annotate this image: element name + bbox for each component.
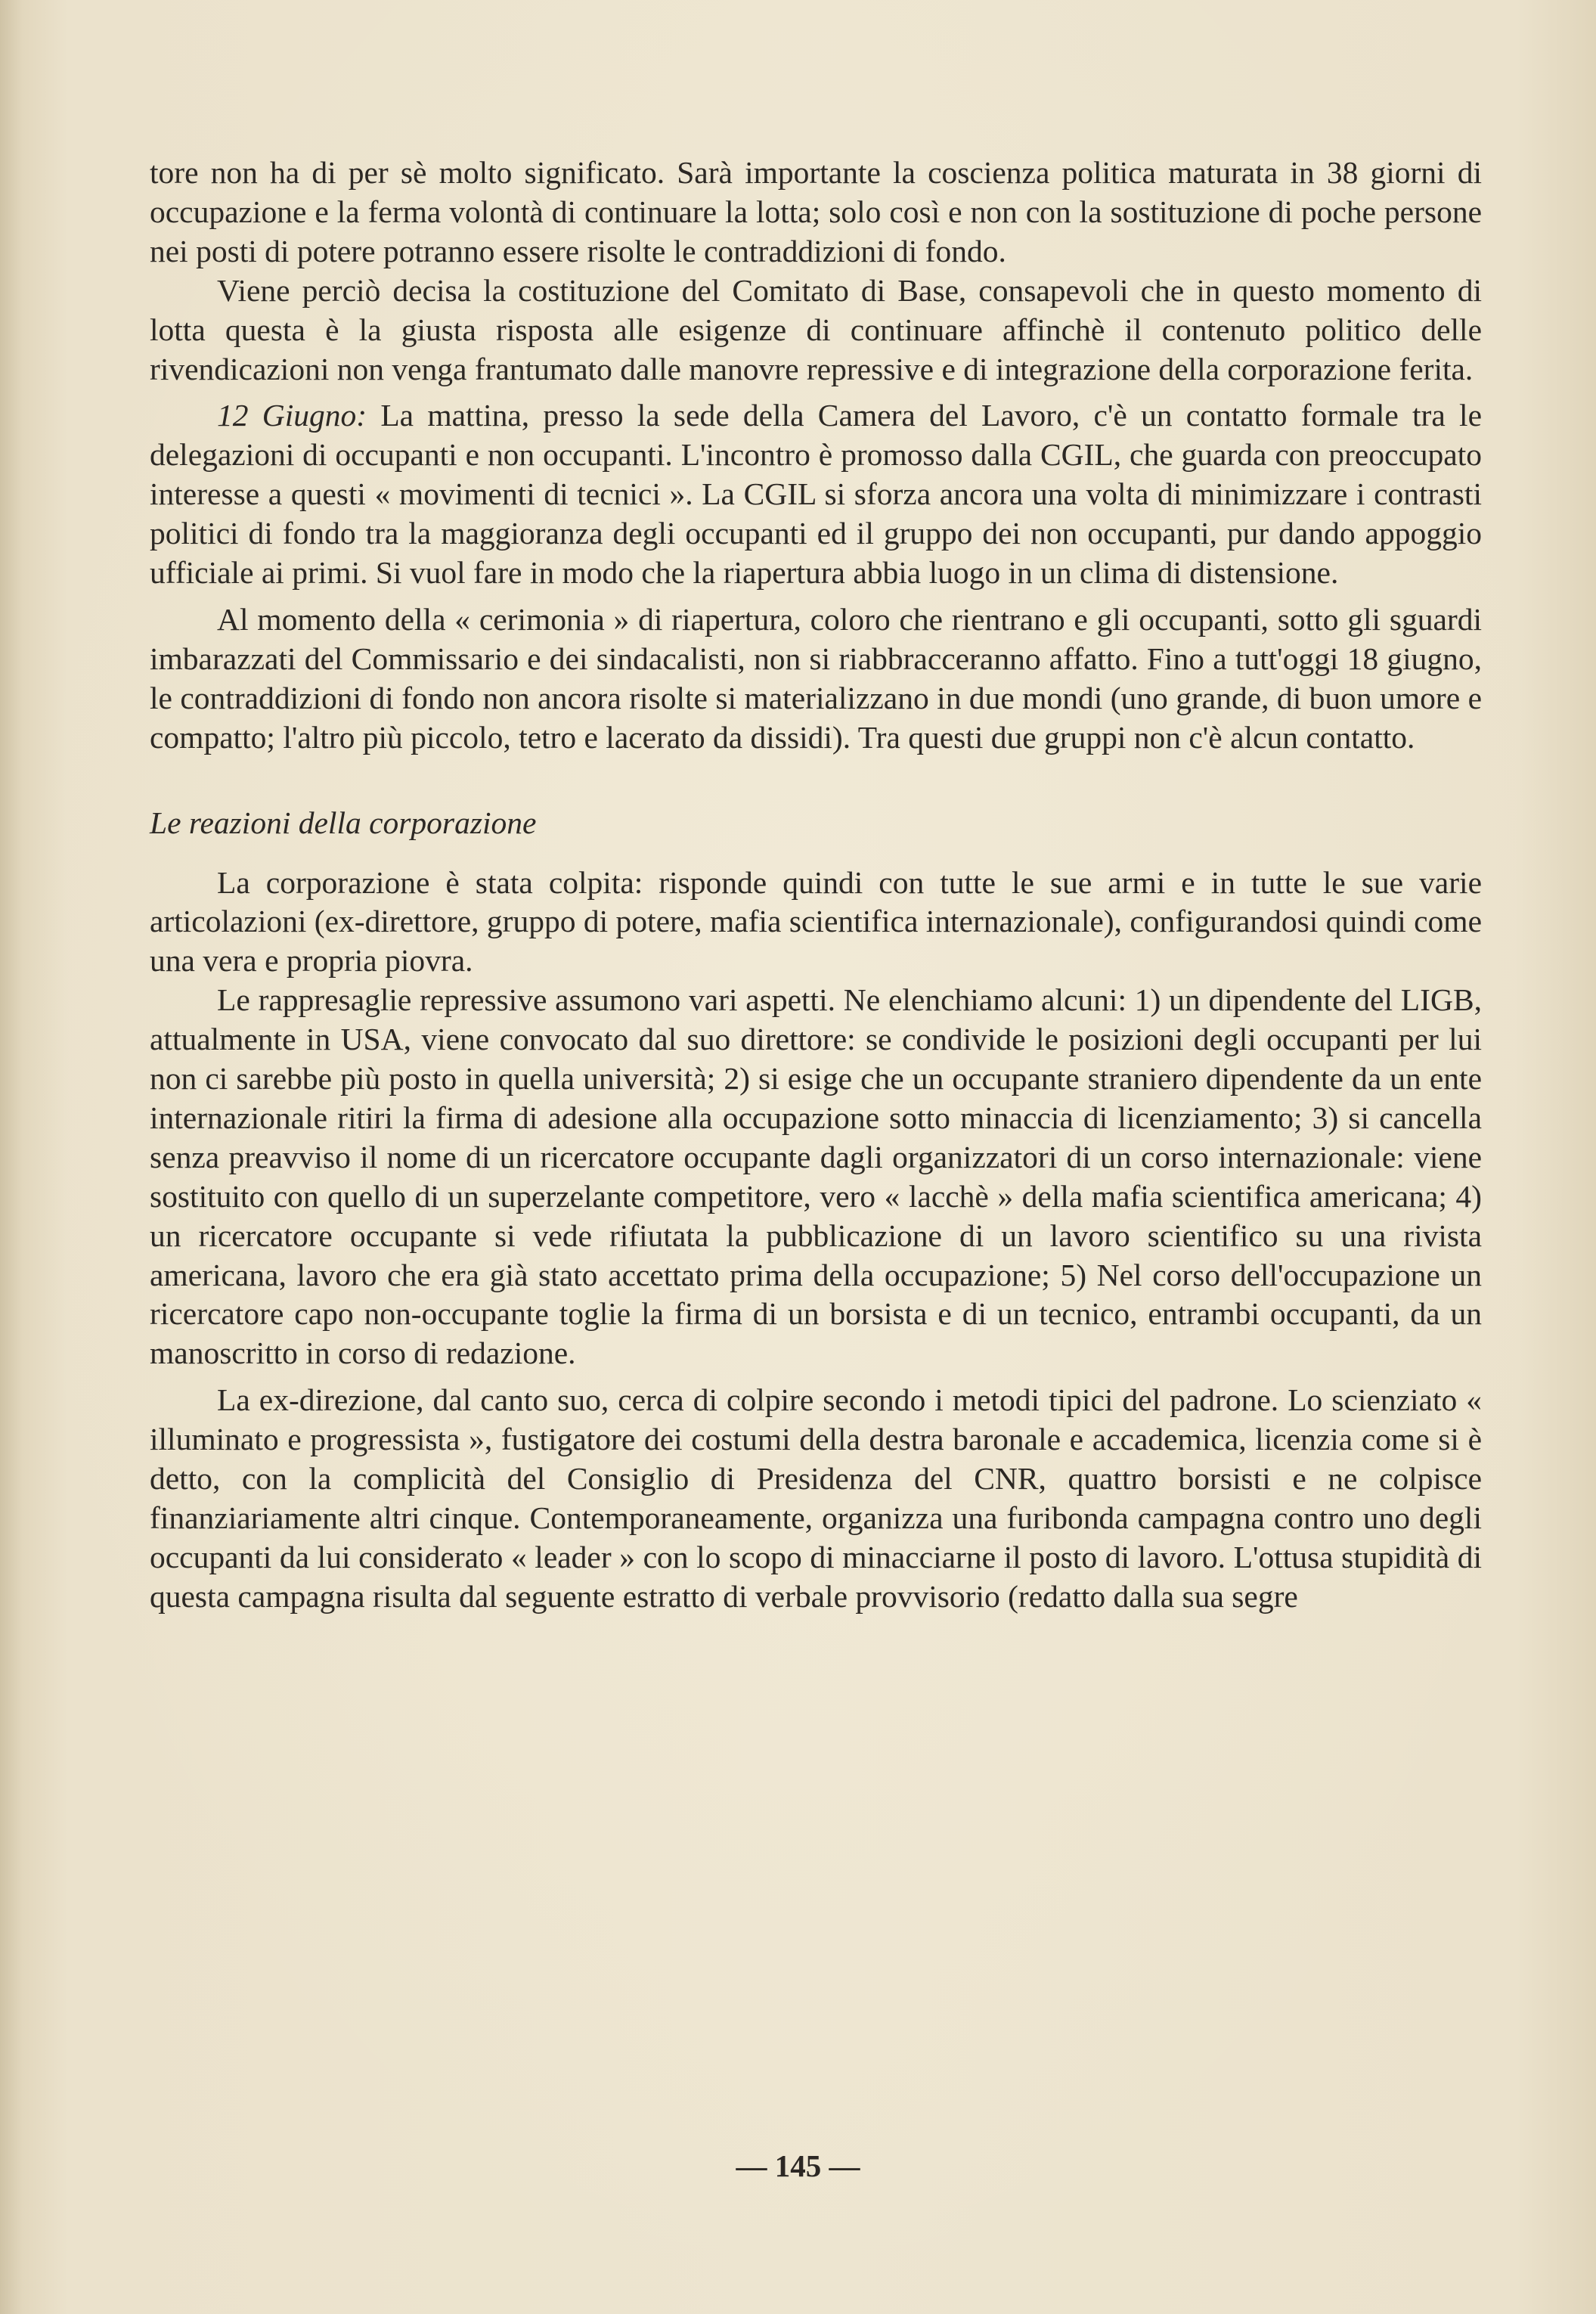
section-paragraph-1: La corporazione è stata colpita: risponde quindi con tutte le sue armi e in tutte le sue varie articolazioni (ex-direttore, gruppo di potere, mafia scientifica internazionale), configurandosi quindi come una vera e propria piovra. — [150, 864, 1482, 979]
date-label: 12 Giugno: — [217, 398, 367, 433]
section-paragraph-3: La ex-direzione, dal canto suo, cerca di colpire secondo i metodi tipici del padrone. Lo scienziato « illuminato e progressista », fustigatore dei costumi della destra baronale e accademica, licenzia come si è detto, con la complicità del Consiglio di Presidenza del CNR, quattro borsisti e ne colpisce finanziariamente altri cinque. Contemporaneamente, organizza una furibonda campagna contro uno degli occupanti da lui considerato « leader » con lo scopo di minacciarne il posto di lavoro. L'ottusa stupidità di questa campagna risulta dal seguente estratto di verbale provvisorio (redatto dalla sua segre — [150, 1382, 1482, 1614]
body-text — [150, 154, 1482, 1617]
section-paragraph-2: Le rappresaglie repressive assumono vari aspetti. Ne elenchiamo alcuni: 1) un dipendente del LIGB, attualmente in USA, viene convocato dal suo direttore: se condivide le posizioni degli occupanti per lui non ci sarebbe più posto in quella università; 2) si esige che un occupante straniero dipendente da un ente internazionale ritiri la firma di adesione alla occupazione sotto minaccia di licenziamento; 3) si cancella senza preavviso il nome di un ricercatore occupante dagli organizzatori di un corso internazionale: viene sostituito con quello di un superzelante competitore, vero « lacchè » della mafia scientifica americana; 4) un ricercatore occupante si vede rifiutata la pubblicazione di un lavoro scientifico su una rivista americana, lavoro che era già stato accettato prima della occupazione; 5) Nel corso dell'occupazione un ricercatore capo non-occupante toglie la firma di un borsista e di un tecnico, entrambi occupanti, da un manoscritto in corso di redazione. — [150, 982, 1482, 1371]
paragraph-2: Viene perciò decisa la costituzione del Comitato di Base, consapevoli che in questo momento di lotta questa è la giusta risposta alle esigenze di continuare affinchè il contenuto politico delle rivendicazioni non venga frantumato dalle manovre repressive e di integrazione della corporazione ferita. — [150, 272, 1482, 386]
paragraph-3-text: La mattina, presso la sede della Camera del Lavoro, c'è un contatto formale tra le delegazioni di occupanti e non occupanti. L'incontro è promosso dalla CGIL, che guarda con preoccupato interesse a questi « movimenti di tecnici ». La CGIL si sforza ancora una volta di minimizzare i contrasti politici di fondo tra la maggioranza degli occupanti ed il gruppo dei non occupanti, pur dando appoggio ufficiale ai primi. Si vuol fare in modo che la riapertura abbia luogo in un clima di distensione. — [150, 398, 1482, 591]
paragraph-1: tore non ha di per sè molto significato. Sarà importante la coscienza politica maturata in 38 giorni di occupazione e la ferma volontà di continuare la lotta; solo così e non con la sostituzione di poche persone nei posti di potere potranno essere risolte le contraddizioni di fondo. — [150, 155, 1482, 268]
paragraph-3 — [150, 396, 1482, 593]
page-number: — 145 — — [736, 2148, 860, 2183]
section-heading: Le reazioni della corporazione — [150, 805, 537, 840]
paragraph-4: Al momento della « cerimonia » di riapertura, coloro che rientrano e gli occupanti, sotto gli sguardi imbarazzati del Commissario e dei sindacalisti, non si riabbracceranno affatto. Fino a tutt'oggi 18 giugno, le contraddizioni di fondo non ancora risolte si materializzano in due mondi (uno grande, di buon umore e compatto; l'altro più piccolo, tetro e lacerato da dissidi). Tra questi due gruppi non c'è alcun contatto. — [150, 601, 1482, 755]
